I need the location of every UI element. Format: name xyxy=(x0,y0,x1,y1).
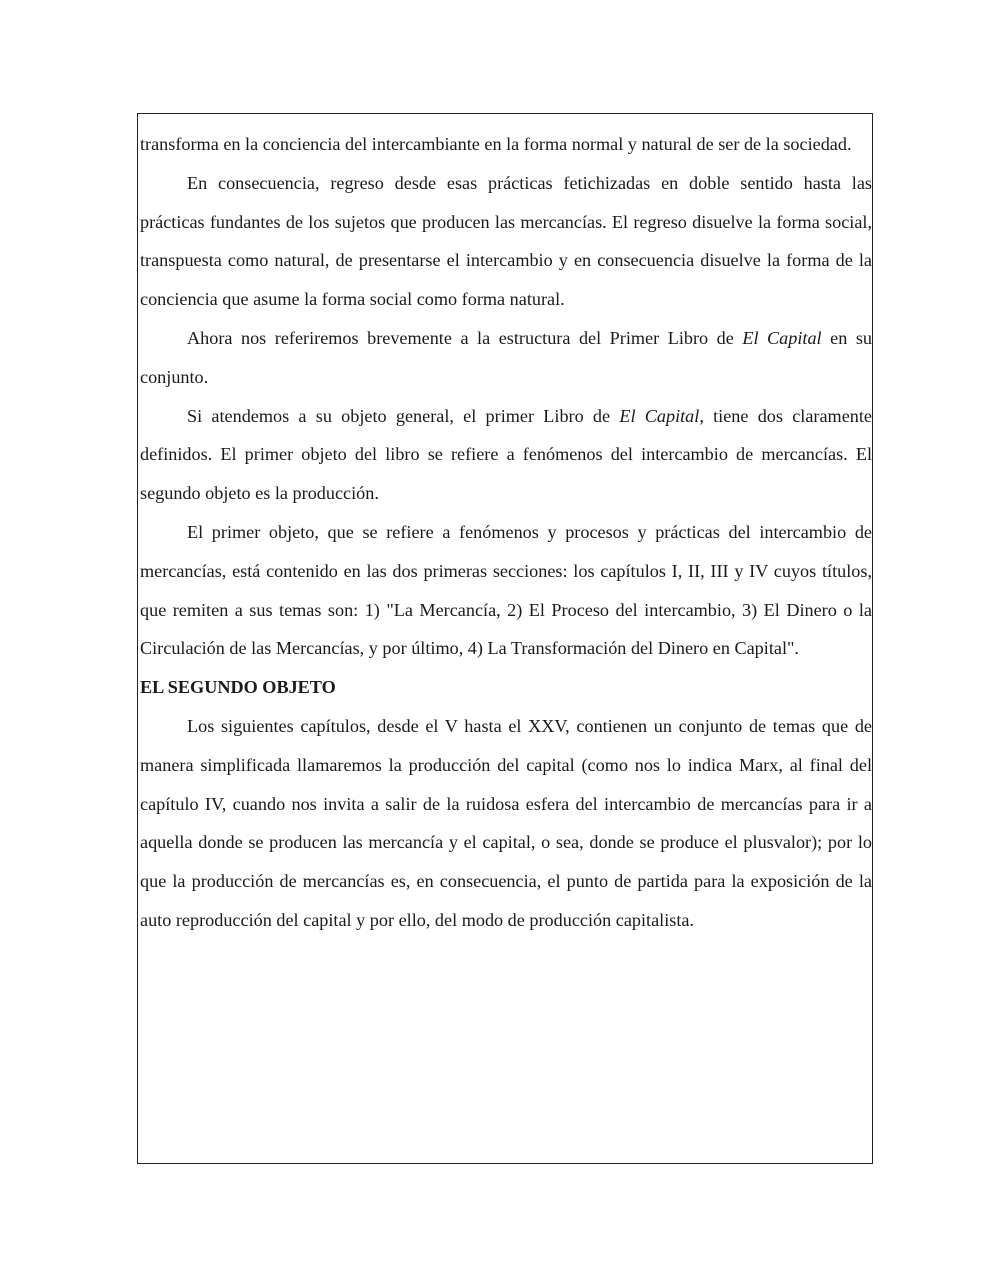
section-heading xyxy=(140,668,872,707)
paragraph xyxy=(140,319,872,397)
paragraph xyxy=(140,397,872,513)
paragraph-text: El primer objeto, que se refiere a fenómenos y procesos y prácticas del intercambio de mercancías, está contenido en las dos primeras secciones: los capítulos I, II, III y IV cuyos títulos, que remiten a sus temas son: 1) "La Mercancía, 2) El Proceso del intercambio, 3) El Dinero o la Circulación de las Mercancías, y por último, 4) La Transformación del Dinero en Capital". xyxy=(140,521,872,659)
paragraph-text: Si atendemos a su objeto general, el primer Libro de xyxy=(187,405,620,426)
paragraph xyxy=(140,513,872,668)
paragraph xyxy=(140,125,872,164)
book-title-italic: El Capital xyxy=(619,405,700,426)
paragraph xyxy=(140,164,872,319)
paragraph-text: Los siguientes capítulos, desde el V hasta el XXV, contienen un conjunto de temas que de manera simplificada llamaremos la producción del capital (como nos lo indica Marx, al final del capítulo IV, cuando nos invita a salir de la ruidosa esfera del intercambio de mercancías para ir a aquella donde se producen las mercancía y el capital, o sea, donde se produce el plusvalor); por lo que la producción de mercancías es, en consecuencia, el punto de partida para la exposición de la auto reproducción del capital y por ello, del modo de producción capitalista. xyxy=(140,715,872,930)
paragraph-text: Ahora nos referiremos brevemente a la estructura del Primer Libro de xyxy=(187,327,743,348)
paragraph xyxy=(140,707,872,940)
section-heading-text: EL SEGUNDO OBJETO xyxy=(140,677,336,698)
document-body xyxy=(140,125,872,940)
book-title-italic: El Capital xyxy=(742,327,822,348)
paragraph-text: en su conjunto. xyxy=(140,327,872,387)
paragraph-text: , tiene dos claramente definidos. El primer objeto del libro se refiere a fenómenos del intercambio de mercancías. El segundo objeto es la producción. xyxy=(140,405,872,504)
paragraph-text: En consecuencia, regreso desde esas prácticas fetichizadas en doble sentido hasta las prácticas fundantes de los sujetos que producen las mercancías. El regreso disuelve la forma social, transpuesta como natural, de presentarse el intercambio y en consecuencia disuelve la forma de la conciencia que asume la forma social como forma natural. xyxy=(140,172,872,310)
paragraph-text: transforma en la conciencia del intercambiante en la forma normal y natural de ser de la sociedad. xyxy=(140,134,852,154)
